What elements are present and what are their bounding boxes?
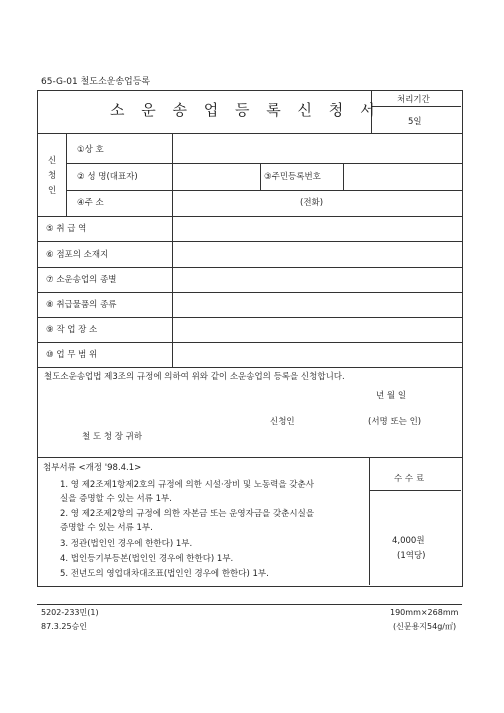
form-number: 5202-233민(1) <box>41 608 99 617</box>
business-scope-field[interactable] <box>173 343 461 367</box>
processing-period-label: 처리기간 <box>397 95 430 105</box>
goods-type-field[interactable] <box>173 293 461 317</box>
work-site-field[interactable] <box>173 318 461 342</box>
attachment-item: 3. 정관(법인인 경우에 한한다) 1부. <box>60 539 193 549</box>
attachment-item: 4. 법인등기부등본(법인인 경우에 한한다) 1부. <box>60 554 234 564</box>
business-type-field[interactable] <box>173 268 461 292</box>
paper-type: (신문용지54g/㎡) <box>393 622 457 631</box>
trade-name-label: ①상 호 <box>77 145 104 155</box>
fee-note: (1역당) <box>397 551 426 561</box>
paper-size: 190mm×268mm <box>390 608 459 617</box>
attachment-item: 증명할 수 있는 서류 1부. <box>60 523 153 533</box>
applicant-group-label-3: 인 <box>48 186 57 196</box>
resident-number-field[interactable] <box>344 164 461 190</box>
applicant-group-label-1: 신 <box>48 156 57 166</box>
fee-label: 수 수 료 <box>394 474 425 484</box>
fee-amount: 4,000원 <box>392 536 425 546</box>
attachments-heading: 첨부서류 <개정 '98.4.1> <box>43 463 142 473</box>
store-location-field[interactable] <box>173 242 461 267</box>
work-site-label: ⑨ 작 업 장 소 <box>46 325 98 335</box>
trade-name-field[interactable] <box>173 134 461 163</box>
handling-station-label: ⑤ 취 급 역 <box>46 224 87 234</box>
attachment-item: 1. 영 제2조제1항제2호의 규정에 의한 시설·장비 및 노동력을 갖춘사 <box>60 480 314 490</box>
approval-date: 87.3.25승인 <box>41 622 87 631</box>
goods-type-label: ⑧ 취급물품의 종류 <box>46 300 117 310</box>
declaration-date: 년 월 일 <box>376 391 407 401</box>
applicant-group-label-2: 청 <box>48 171 57 181</box>
attachment-item: 2. 영 제2조제2항의 규정에 의한 자본금 또는 운영자금을 갖춘시실을 <box>60 509 315 519</box>
declaration-text: 철도소운송업법 제3조의 규정에 의하여 위와 같이 소운송업의 등록을 신청합니다. <box>44 372 345 382</box>
attachment-item: 실을 증명할 수 있는 서류 1부. <box>60 494 172 504</box>
recipient-label: 철 도 청 장 귀하 <box>82 432 143 442</box>
attachment-item: 5. 전년도의 영업대차대조표(법인인 경우에 한한다) 1부. <box>60 569 269 579</box>
handling-station-field[interactable] <box>173 217 461 241</box>
phone-label: (전화) <box>300 198 324 208</box>
resident-number-label: ③주민등록번호 <box>264 172 321 182</box>
business-scope-label: ⑩ 업 무 범 위 <box>46 350 98 360</box>
signature-label: (서명 또는 인) <box>368 417 422 427</box>
form-code: 65-G-01 철도소운송업등록 <box>41 77 151 87</box>
processing-period-value: 5일 <box>408 117 422 127</box>
representative-name-field[interactable] <box>173 164 259 190</box>
form-title: 소 운 송 업 등 록 신 청 서 <box>110 101 381 119</box>
applicant-sign-label: 신청인 <box>270 417 295 427</box>
store-location-label: ⑥ 점포의 소재지 <box>46 250 109 260</box>
business-type-label: ⑦ 소운송업의 종별 <box>46 275 117 285</box>
address-label: ④주 소 <box>77 198 104 208</box>
representative-name-label: ② 성 명(대표자) <box>77 172 138 182</box>
